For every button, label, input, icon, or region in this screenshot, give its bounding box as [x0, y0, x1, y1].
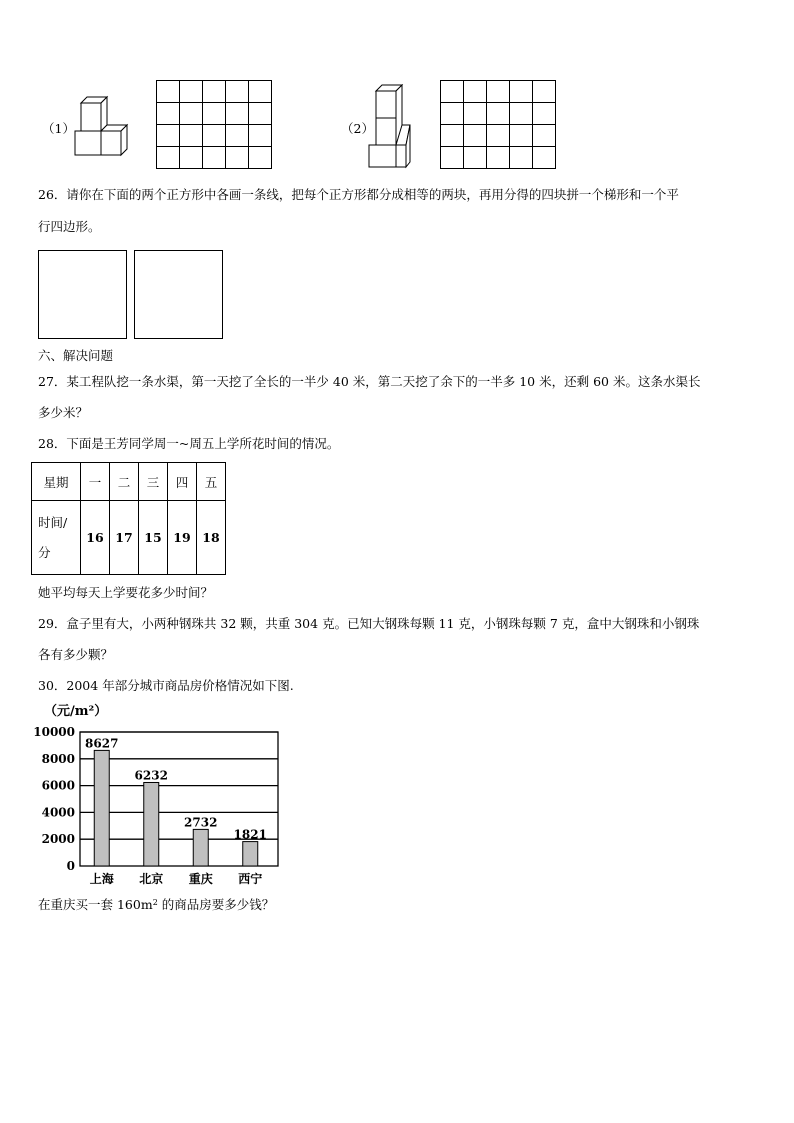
y-tick-label: 4000	[41, 805, 75, 820]
q30-intro: 30．2004 年部分城市商品房价格情况如下图.	[38, 678, 294, 693]
commute-time-table	[31, 462, 226, 575]
table-day: 三	[139, 463, 168, 501]
cube-stack-figure-2	[366, 84, 412, 170]
q29-text-line2: 各有多少颗？	[38, 647, 114, 662]
bar-value-label: 6232	[134, 768, 168, 783]
y-axis-label: （元/m²）	[44, 704, 108, 719]
grid-figure-1	[156, 80, 272, 169]
table-header-label: 星期	[32, 463, 81, 501]
bar	[94, 750, 109, 866]
q28-question: 她平均每天上学要花多少时间？	[38, 585, 214, 600]
table-value: 17	[110, 501, 139, 575]
table-value: 15	[139, 501, 168, 575]
table-day: 五	[197, 463, 226, 501]
y-tick-label: 8000	[41, 751, 75, 766]
x-category-label: 西宁	[238, 872, 263, 886]
x-category-label: 上海	[89, 872, 114, 886]
bar-value-label: 2732	[184, 815, 218, 830]
y-tick-label: 10000	[33, 725, 75, 739]
q29-text-line1: 29．盒子里有大，小两种钢珠共 32 颗，共重 304 克。已知大钢珠每颗 11 克，小钢珠每颗 7 克，盒中大钢珠和小钢珠	[38, 616, 700, 631]
q30-question-suffix: 的商品房要多少钱？	[157, 897, 275, 912]
x-category-label: 北京	[139, 872, 164, 886]
bar	[243, 842, 258, 866]
figure-2-label: （2）	[341, 121, 374, 136]
y-tick-label: 0	[66, 859, 75, 873]
table-row-label-line1: 时间/	[38, 514, 68, 530]
square-2	[134, 250, 223, 339]
table-row-label	[32, 501, 81, 575]
table-day: 一	[81, 463, 110, 501]
y-tick-label: 2000	[41, 832, 75, 847]
figure-1-label: （1）	[42, 121, 75, 136]
bar	[193, 829, 208, 866]
square-1	[38, 250, 127, 339]
price-bar-chart	[18, 698, 298, 890]
section-6-title: 六、解决问题	[38, 348, 114, 363]
q28-intro: 28．下面是王芳同学周一~周五上学所花时间的情况。	[38, 436, 340, 451]
table-row-label-line2: 分	[38, 544, 51, 560]
q26-text-line2: 行四边形。	[38, 219, 101, 234]
table-value: 16	[81, 501, 110, 575]
q30-question	[38, 898, 274, 912]
q30-question-sup: 2	[152, 898, 158, 907]
bar	[144, 782, 159, 866]
table-day: 二	[110, 463, 139, 501]
q26-text-line1: 26．请你在下面的两个正方形中各画一条线，把每个正方形都分成相等的两块，再用分得的四块拼一个梯形和一个平	[38, 187, 679, 202]
q30-question-prefix: 在重庆买一套 160m	[38, 897, 153, 912]
table-value: 19	[168, 501, 197, 575]
y-tick-label: 6000	[41, 778, 75, 793]
x-category-label: 重庆	[188, 872, 213, 886]
grid-figure-2	[440, 80, 556, 169]
q27-text-line1: 27．某工程队挖一条水渠，第一天挖了全长的一半少 40 米，第二天挖了余下的一半多 10 米，还剩 60 米。这条水渠长	[38, 374, 701, 389]
bar-value-label: 1821	[233, 827, 267, 842]
bar-value-label: 8627	[85, 736, 119, 751]
cube-stack-figure-1	[73, 94, 129, 158]
table-day: 四	[168, 463, 197, 501]
table-value: 18	[197, 501, 226, 575]
q27-text-line2: 多少米？	[38, 405, 89, 420]
